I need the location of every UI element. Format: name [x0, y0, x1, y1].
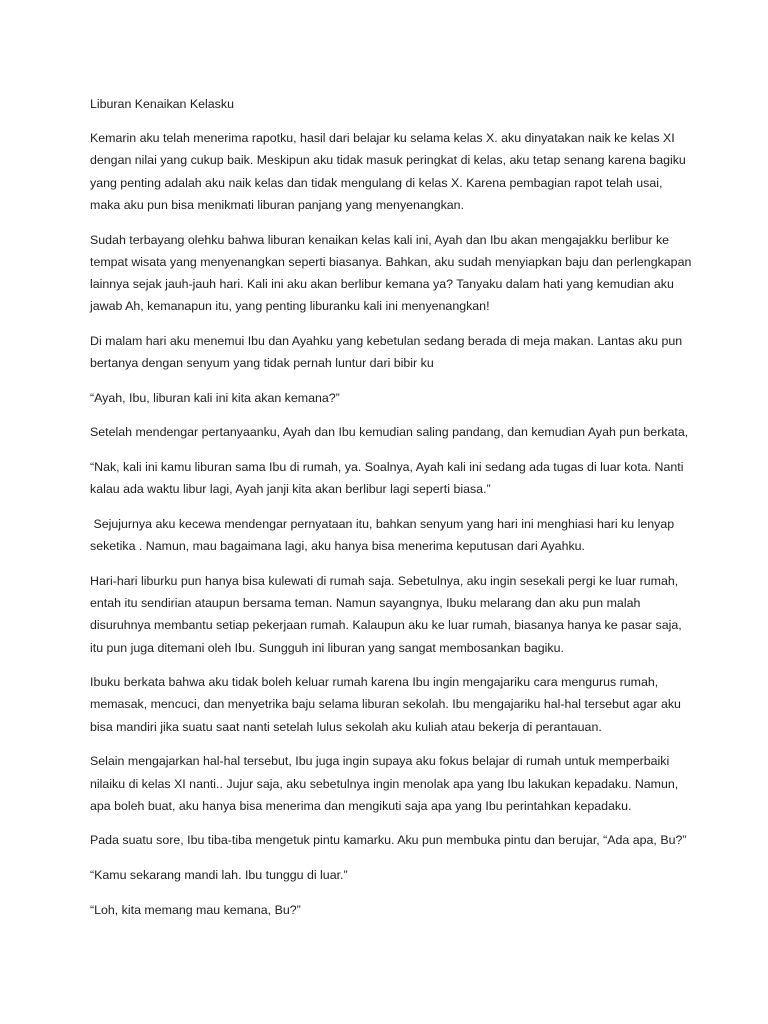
paragraph: “Ayah, Ibu, liburan kali ini kita akan kemana?” [90, 390, 340, 405]
paragraph: “Kamu sekarang mandi lah. Ibu tunggu di luar.” [90, 868, 348, 883]
document-title: Liburan Kenaikan Kelasku [90, 97, 234, 111]
paragraph: Sudah terbayang olehku bahwa liburan kenaikan kelas kali ini, Ayah dan Ibu akan mengajakku berlibur ke tempat wisata yang menyenangkan seperti biasanya. Bahkan, aku sudah menyiapkan baju dan perlengkapan lainnya sejak jauh-jauh hari. Kali ini aku akan berlibur kemana ya? Tanyaku dalam hati yang kemudian aku jawab Ah, kemanapun itu, yang penting liburanku kali ini menyenangkan! [90, 232, 695, 314]
paragraph: Selain mengajarkan hal-hal tersebut, Ibu juga ingin supaya aku fokus belajar di rumah untuk memperbaiki nilaiku di kelas XI nanti.. Jujur saja, aku sebetulnya ingin menolak apa yang Ibu lakukan kepadaku. Namun, apa boleh buat, aku hanya bisa menerima dan mengikuti saja apa yang Ibu perintahkan kepadaku. [90, 754, 682, 813]
paragraph: Ibuku berkata bahwa aku tidak boleh keluar rumah karena Ibu ingin mengajariku cara mengurus rumah, memasak, mencuci, dan menyetrika baju selama liburan sekolah. Ibu mengajariku hal-hal tersebut agar aku bisa mandiri jika suatu saat nanti setelah lulus sekolah aku kuliah atau bekerja di perantauan. [90, 675, 685, 734]
paragraph: Kemarin aku telah menerima rapotku, hasil dari belajar ku selama kelas X. aku dinyatakan naik ke kelas XI dengan nilai yang cukup baik. Meskipun aku tidak masuk peringkat di kelas, aku tetap senang karena bagiku yang penting adalah aku naik kelas dan tidak mengulang di kelas X. Karena pembagian rapot telah usai, maka aku pun bisa menikmati liburan panjang yang menyenangkan. [90, 131, 690, 212]
paragraph: “Loh, kita memang mau kemana, Bu?” [90, 902, 301, 917]
paragraph: Pada suatu sore, Ibu tiba-tiba mengetuk pintu kamarku. Aku pun membuka pintu dan berujar, “Ada apa, Bu?” [90, 833, 687, 848]
paragraph: Hari-hari liburku pun hanya bisa kulewati di rumah saja. Sebetulnya, aku ingin sesekali pergi ke luar rumah, entah itu sendirian ataupun bersama teman. Namun sayangnya, Ibuku melarang dan aku pun malah disuruhnya membantu setiap pekerjaan rumah. Kalaupun aku ke luar rumah, biasanya hanya ke pasar saja, itu pun juga ditemani oleh Ibu. Sungguh ini liburan yang sangat membosankan bagiku. [90, 573, 686, 655]
paragraph: Setelah mendengar pertanyaanku, Ayah dan Ibu kemudian saling pandang, dan kemudian Ayah pun berkata, [90, 425, 689, 440]
paragraph: Di malam hari aku menemui Ibu dan Ayahku yang kebetulan sedang berada di meja makan. Lantas aku pun bertanya dengan senyum yang tidak pernah luntur dari bibir ku [90, 333, 686, 371]
paragraph: Sejujurnya aku kecewa mendengar pernyataan itu, bahkan senyum yang hari ini menghiasi hari ku lenyap seketika . Namun, mau bagaimana lagi, aku hanya bisa menerima keputusan dari Ayahku. [90, 517, 678, 554]
document-body [90, 93, 696, 934]
paragraph: “Nak, kali ini kamu liburan sama Ibu di rumah, ya. Soalnya, Ayah kali ini sedang ada tugas di luar kota. Nanti kalau ada waktu libur lagi, Ayah janji kita akan berlibur lagi seperti biasa.” [90, 460, 687, 497]
